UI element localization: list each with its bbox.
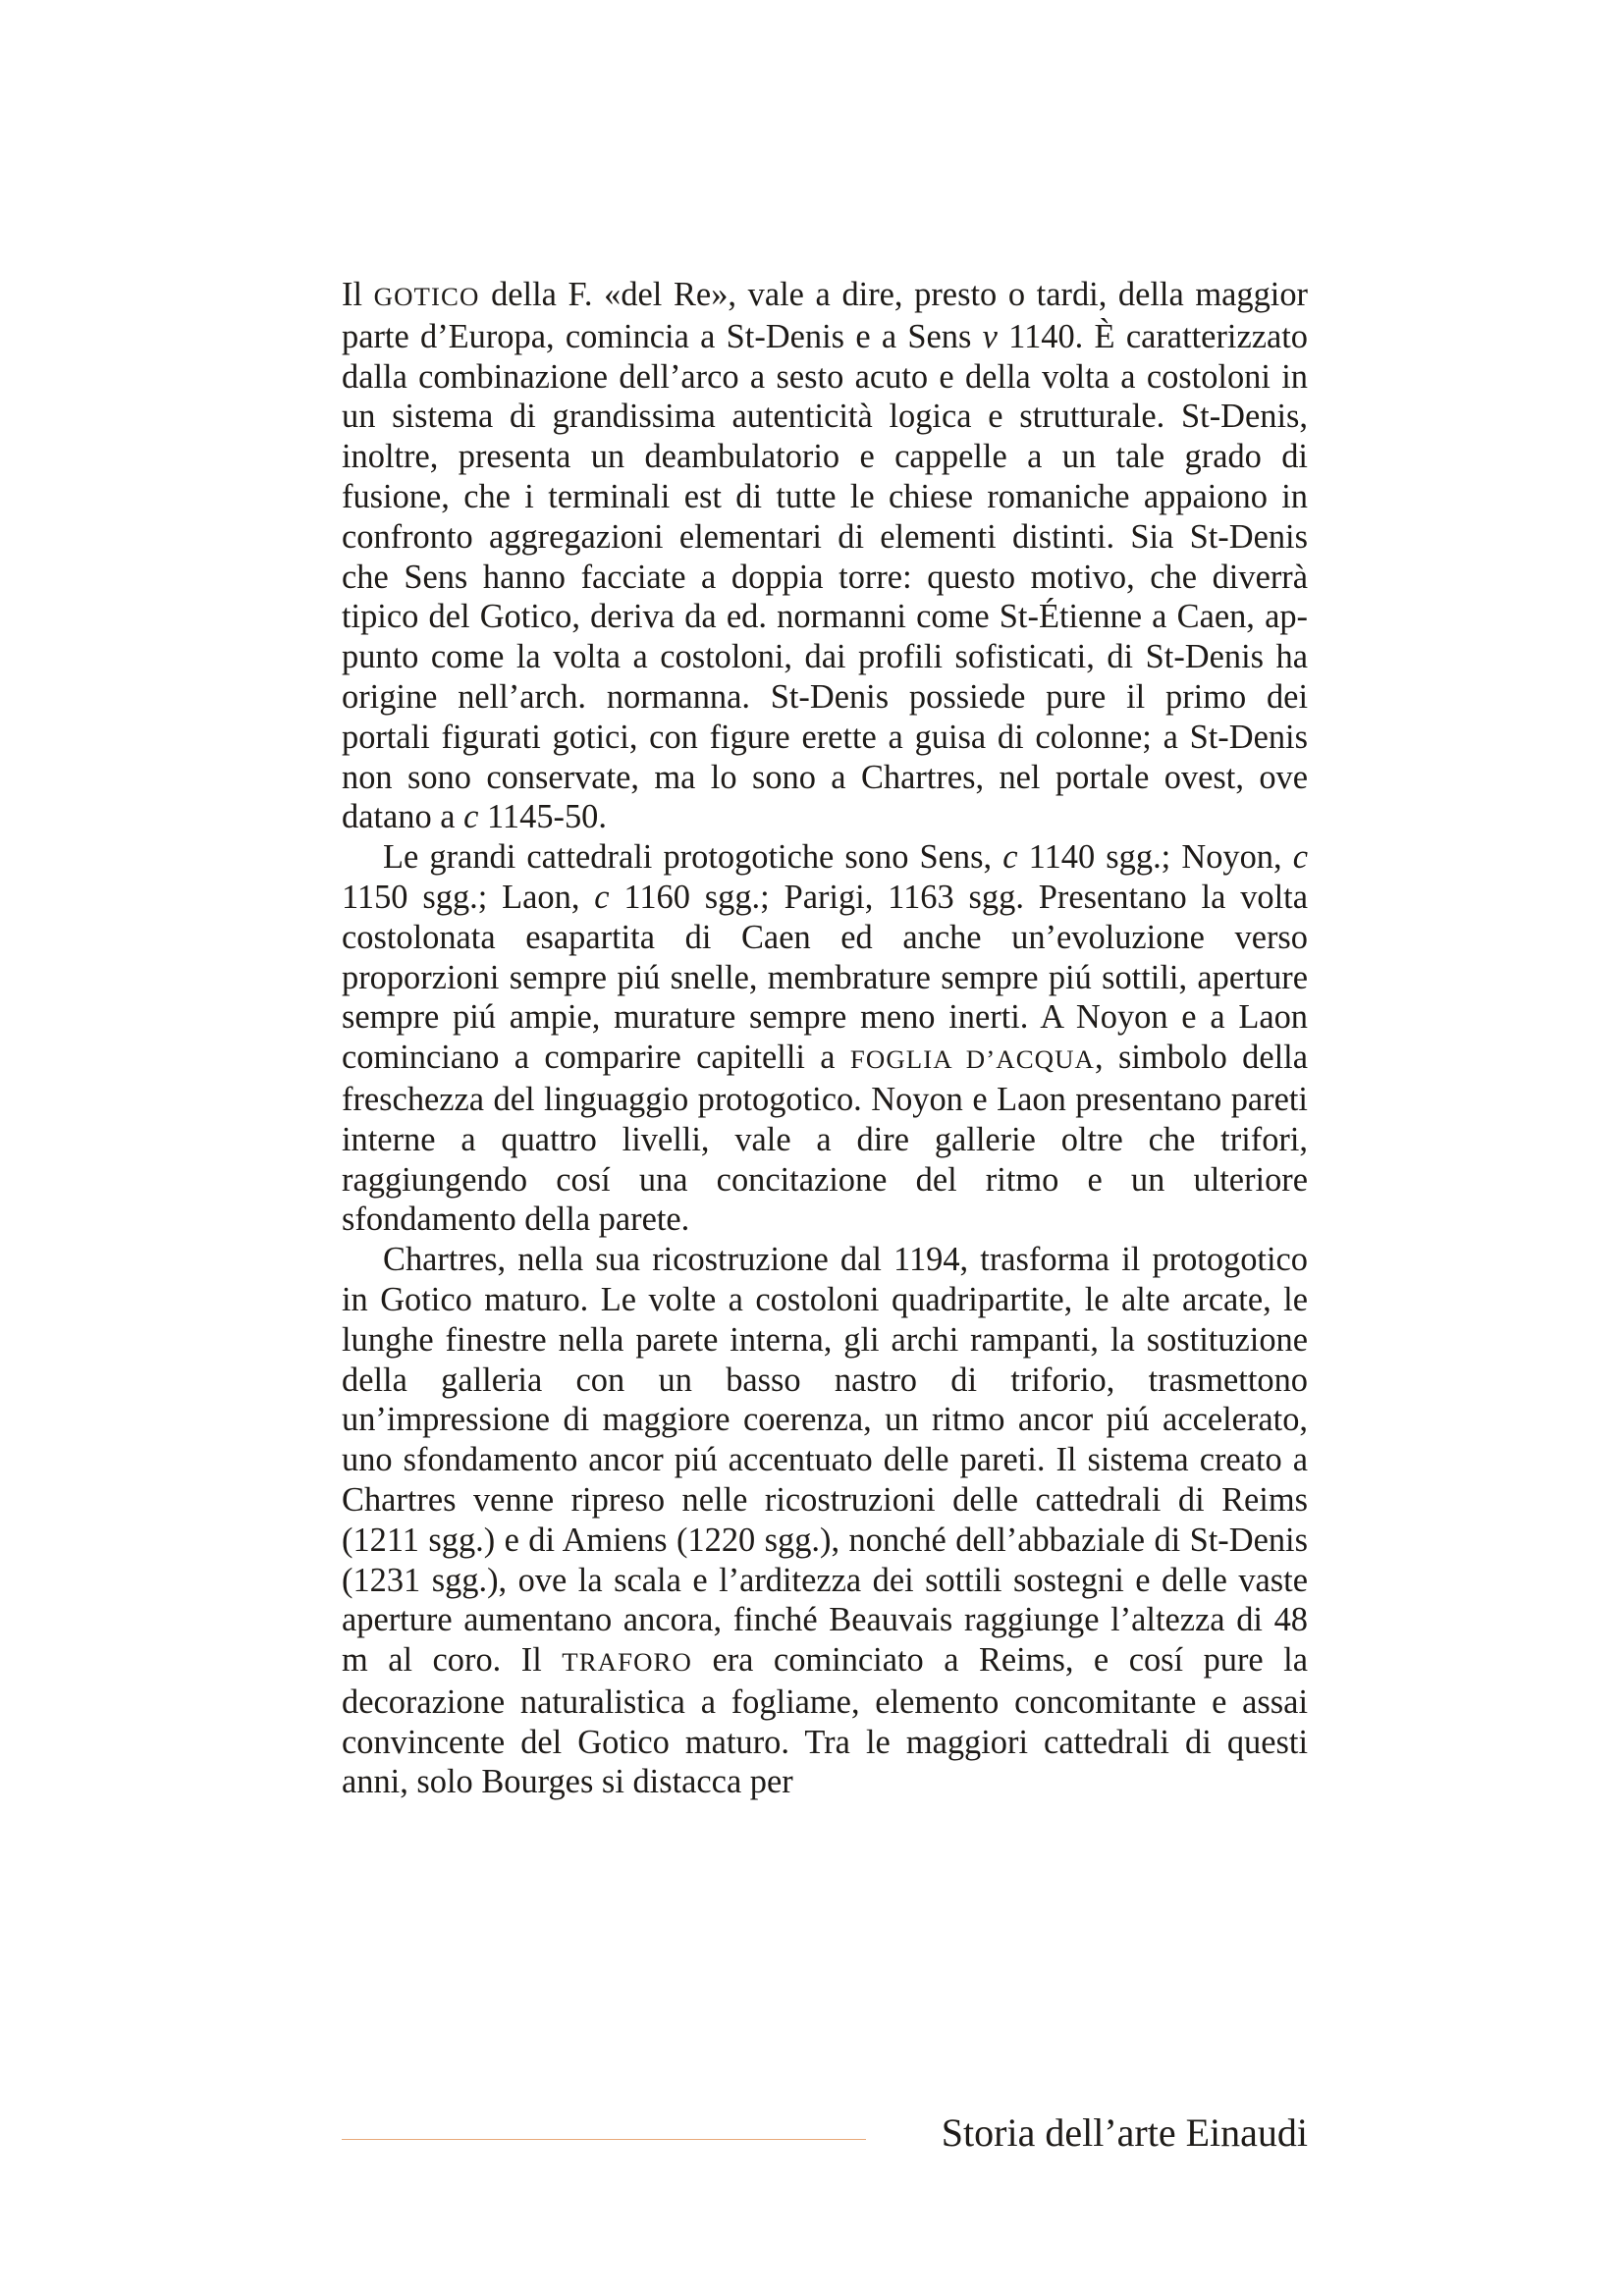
footer-publication-title: Storia dell’arte Einaudi [941,2110,1308,2155]
page-footer [342,2104,1308,2163]
text-run: della F. «del Re», vale a dire, presto o tardi, della maggior parte d’Europa, comincia a St-Denis e a Sens [342,276,1309,355]
text-run: 1145-50. [478,798,607,836]
cross-reference-traforo: TRAFORO [562,1647,692,1678]
cross-reference-gotico: GOTICO [373,282,480,311]
text-run: , simbolo della freschezza del linguaggio protogotico. Noyon e Laon presentano pareti interne a quattro livelli, vale a dire gallerie oltre che trifori, raggiungendo cosí una concitazione del ritmo e un ulteriore sfondamento della parete. [342,1039,1308,1239]
text-run: era cominciato a Reims, e cosí pure la decorazione naturalistica a fogliame, elemento concomitante e assai convincente del Gotico maturo. Tra le maggiori cattedrali di questi anni, solo Bourges si distacca per [342,1641,1308,1801]
text-run: Le grandi cattedrali protogotiche sono Sens, [383,838,1003,877]
paragraph-protogothic-cathedrals [342,837,1308,1240]
paragraph-mature-gothic [342,1240,1308,1802]
abbreviation-circa: c [463,798,479,836]
footer-rule [342,2139,866,2140]
abbreviation-verso: v [982,317,998,355]
article-body [342,275,1308,1802]
abbreviation-circa: c [594,878,610,916]
text-run: 1140. È caratterizzato dalla combinazione dell’arco a sesto acuto e della volta a costoloni in un sistema di grandissima autenticità logica e strutturale. St-Denis, inoltre, presenta un deambulatorio e cappelle a un tale grado di fusione, che i terminali est di tutte le chiese romaniche appaiono in confronto aggregazioni elementari di elementi distinti. Sia St-Denis che Sens hanno facciate a doppia torre: questo motivo, che diverrà tipico del Gotico, deriva da ed. normanni come St-Étienne a Caen, appunto come la volta a costoloni, dai profili sofisticati, di St-Denis ha origine nell’arch. normanna. St-Denis possiede pure il primo dei portali figurati gotici, con figure erette a guisa di colonne; a St-Denis non sono conservate, ma lo sono a Chartres, nel portale ovest, ove datano a [342,317,1308,836]
abbreviation-circa: c [1292,838,1308,877]
text-run: 1140 sgg.; Noyon, [1017,838,1293,877]
text-run: Chartres, nella sua ricostruzione dal 1194, trasforma il protogotico in Gotico maturo. Le volte a costoloni quadripartite, le alte arcate, le lunghe finestre nella parete interna, gli archi rampanti, la sostituzione della galleria con un basso nastro di triforio, trasmettono un’impressione di maggiore coerenza, un ritmo ancor piú accelerato, uno sfondamento ancor piú accentuato delle pareti. Il sistema creato a Chartres venne ripreso nelle ricostruzioni delle cattedrali di Reims (1211 sgg.) e di Amiens (1220 sgg.), nonché dell’abbaziale di St-Denis (1231 sgg.), ove la scala e l’arditezza dei sottili sostegni e delle vaste aperture aumentano ancora, finché Beauvais raggiunge l’altezza di 48 m al coro. Il [342,1241,1308,1680]
abbreviation-circa: c [1002,838,1018,877]
paragraph-gotico-origins [342,275,1308,837]
text-run: Il [342,276,374,313]
text-run: 1160 sgg.; Parigi, 1163 sgg. Presentano la volta costolonata esapartita di Caen ed anche un’evoluzione verso proporzioni sempre piú snelle, membrature sempre piú sottili, aperture sempre piú ampie, murature sempre meno inerti. A Noyon e a Laon cominciano a comparire capitelli a [342,878,1308,1077]
cross-reference-foglia-dacqua: FOGLIA D’ACQUA [849,1044,1096,1075]
text-run: 1150 sgg.; Laon, [342,878,595,916]
